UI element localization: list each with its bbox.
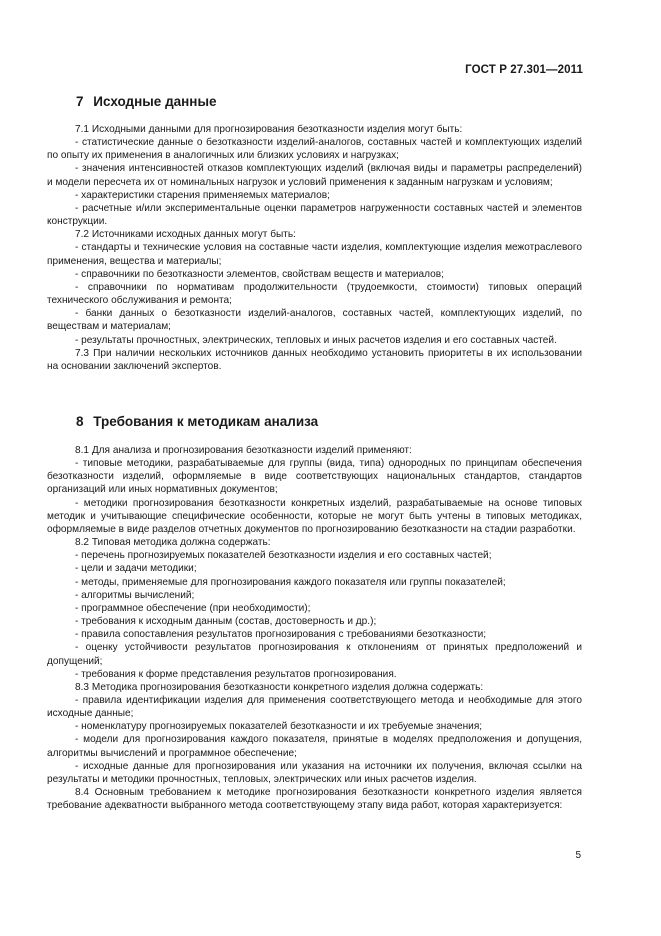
paragraph: - банки данных о безотказности изделий-аналогов, составных частей, комплектующих изделий, по веществам и материалам; xyxy=(47,308,582,333)
document-id: ГОСТ Р 27.301—2011 xyxy=(465,64,583,76)
paragraph: - справочники по безотказности элементов, свойствам веществ и материалов; xyxy=(75,268,444,280)
paragraph: - результаты прочностных, электрических, тепловых и иных расчетов изделия и его составных частей. xyxy=(75,334,557,346)
paragraph: - расчетные и/или экспериментальные оценки параметров нагруженности составных частей и элементов конструкции. xyxy=(47,202,582,228)
paragraph: - значения интенсивностей отказов комплектующих изделий (включая виды и параметры распределений) и модели пересчета их от номинальных нагрузок и условий применения к заданным нагрузкам и условиям; xyxy=(47,163,582,188)
section-7-body xyxy=(47,123,582,373)
section-7-title: Исходные данные xyxy=(93,94,217,109)
paragraph: - справочники по нормативам продолжительности (трудоемкости, стоимости) типовых операций технического обслуживания и ремонта; xyxy=(47,281,582,307)
paragraph: - статистические данные о безотказности изделий-аналогов, составных частей и комплектующих изделий по опыту их применения в аналогичных или близких условиях и нагрузках; xyxy=(47,137,582,162)
paragraph: - программное обеспечение (при необходимости); xyxy=(75,602,311,614)
section-8-body xyxy=(47,444,582,812)
paragraph: 7.2 Источниками исходных данных могут быть: xyxy=(75,229,296,241)
paragraph: 8.1 Для анализа и прогнозирования безотказности изделий применяют: xyxy=(75,445,412,456)
page-number: 5 xyxy=(575,850,581,861)
paragraph: - характеристики старения применяемых материалов; xyxy=(75,189,330,201)
paragraph: - модели для прогнозирования каждого показателя, принятые в моделях предположения и допущения, алгоритмы вычислений и программное обеспечение; xyxy=(47,734,582,759)
paragraph: - правила идентификации изделия для применения соответствующего метода и необходимые для этого исходные данные; xyxy=(47,694,582,720)
paragraph: - исходные данные для прогнозирования или указания на источники их получения, включая ссылки на результаты и методики прочностных, тепловых, электрических или иных расчетов изделия. xyxy=(47,760,582,785)
paragraph: 8.4 Основным требованием к методике прогнозирования безотказности конкретного изделия является требование адекватности выбранного метода соответствующему этапу вида работ, которая характеризуется: xyxy=(47,787,582,812)
section-7-number: 7 xyxy=(76,94,84,109)
paragraph: 8.3 Методика прогнозирования безотказности конкретного изделия должна содержать: xyxy=(75,681,484,693)
paragraph: - оценку устойчивости результатов прогнозирования к отклонениям от принятых предположений и допущений; xyxy=(47,642,582,667)
paragraph: - алгоритмы вычислений; xyxy=(75,589,195,601)
paragraph: 7.1 Исходными данными для прогнозирования безотказности изделия могут быть: xyxy=(75,124,463,135)
paragraph: 7.3 При наличии нескольких источников данных необходимо установить приоритеты в их использовании на основании заключений экспертов. xyxy=(47,347,582,372)
paragraph: - правила сопоставления результатов прогнозирования с требованиями безотказности; xyxy=(75,629,487,641)
paragraph: - типовые методики, разрабатываемые для группы (вида, типа) однородных по принципам обеспечения безотказности изделий, оформляемые в виде соответствующих национальных стандартов, стандартов организаций или иных нормативных документов; xyxy=(47,458,582,496)
paragraph: - перечень прогнозируемых показателей безотказности изделия и его составных частей; xyxy=(75,550,492,562)
paragraph: - номенклатуру прогнозируемых показателей безотказности и их требуемые значения; xyxy=(75,721,483,733)
paragraph: - цели и задачи методики; xyxy=(75,563,197,575)
paragraph: - требования к исходным данным (состав, достоверность и др.); xyxy=(75,616,377,628)
section-7-heading xyxy=(76,94,217,109)
section-8-number: 8 xyxy=(76,414,84,429)
paragraph: - требования к форме представления результатов прогнозирования. xyxy=(75,668,397,680)
section-8-title: Требования к методикам анализа xyxy=(93,414,319,429)
paragraph: - методы, применяемые для прогнозирования каждого показателя или группы показателей; xyxy=(75,576,506,588)
paragraph: - стандарты и технические условия на составные части изделия, комплектующие изделия межотраслевого применения, вещества и материалы; xyxy=(47,242,582,267)
paragraph: - методики прогнозирования безотказности конкретных изделий, разрабатываемые на основе типовых методик и учитывающие специфические особенности, которые не могут быть учтены в типовых методиках, оформляемые в виде разделов отчетных документов по прогнозированию безотказности на стадии разработки. xyxy=(47,497,582,535)
paragraph: 8.2 Типовая методика должна содержать: xyxy=(75,537,271,549)
section-8-heading xyxy=(76,414,318,429)
